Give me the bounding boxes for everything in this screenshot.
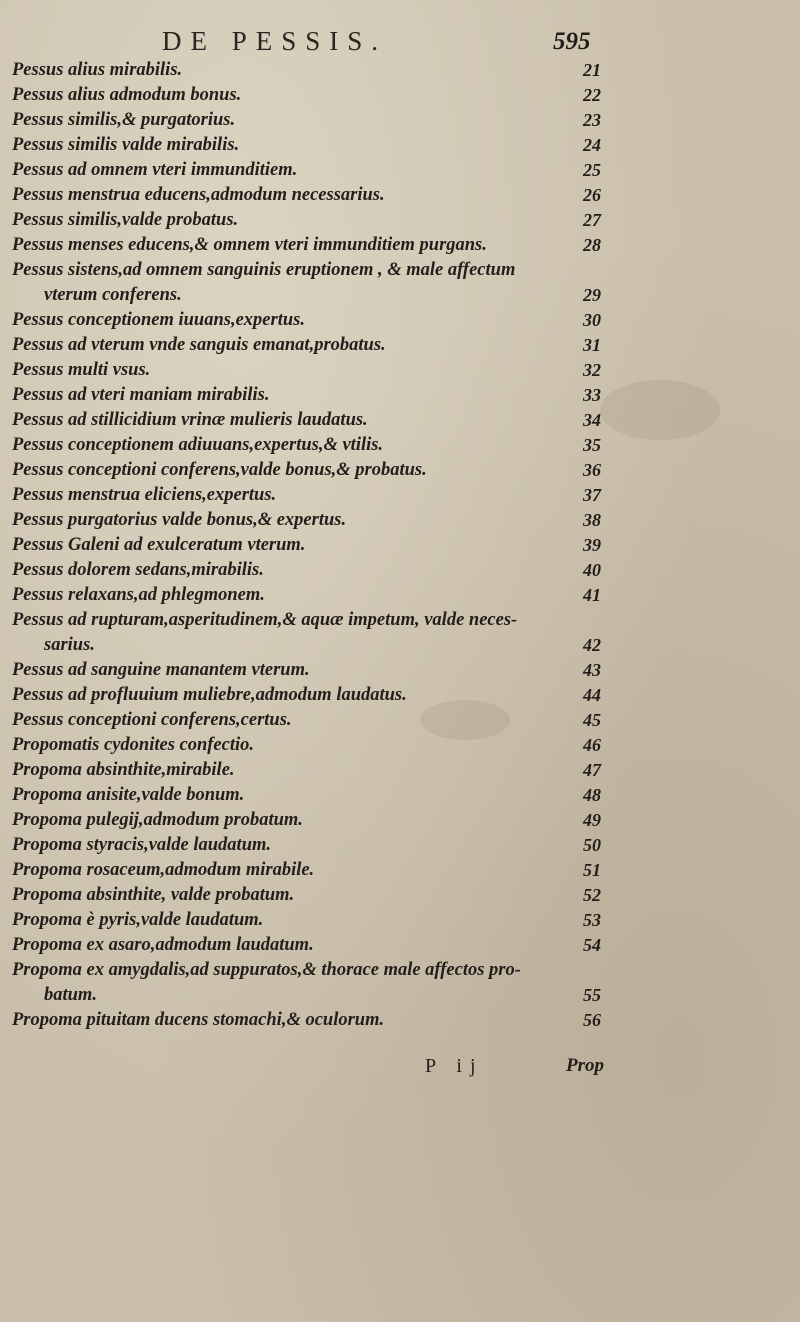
index-entry	[0, 458, 800, 483]
index-entry	[0, 758, 800, 783]
entry-number: 36	[583, 460, 601, 480]
entry-text: Pessus relaxans,ad phlegmonem.	[12, 585, 265, 605]
entry-text: Pessus multi vsus.	[12, 360, 151, 380]
index-entry	[0, 408, 800, 433]
entry-text: Pessus ad stillicidium vrinæ mulieris laudatus.	[12, 410, 368, 430]
index-entry	[0, 383, 800, 408]
index-entry	[0, 783, 800, 808]
entry-number: 28	[583, 235, 601, 255]
entry-text: Pessus similis,valde probatus.	[12, 210, 239, 230]
entry-text: Pessus ad omnem vteri immunditiem.	[12, 160, 298, 180]
index-entry	[0, 258, 800, 308]
entry-number: 51	[583, 860, 601, 880]
entry-text: Pessus ad sanguine manantem vterum.	[12, 660, 310, 680]
entry-number: 44	[583, 685, 601, 705]
entry-text: Pessus conceptionem iuuans,expertus.	[12, 310, 305, 330]
index-entry	[0, 833, 800, 858]
entry-number: 45	[583, 710, 601, 730]
entry-number: 24	[583, 135, 601, 155]
index-entry	[0, 183, 800, 208]
entry-number: 26	[583, 185, 601, 205]
entry-text: Pessus menstrua eliciens,expertus.	[12, 485, 277, 505]
entry-number: 40	[583, 560, 601, 580]
entry-number: 48	[583, 785, 601, 805]
entry-text: Propoma styracis,valde laudatum.	[12, 835, 271, 855]
entry-text: Pessus alius mirabilis.	[12, 60, 183, 80]
index-entry	[0, 908, 800, 933]
entry-number: 50	[583, 835, 601, 855]
entry-text: Pessus conceptioni conferens,valde bonus,& probatus.	[12, 460, 427, 480]
entry-number: 49	[583, 810, 601, 830]
index-entry	[0, 83, 800, 108]
index-entry	[0, 883, 800, 908]
entry-number: 39	[583, 535, 601, 555]
index-entry	[0, 558, 800, 583]
index-entry	[0, 933, 800, 958]
entry-text: Pessus menstrua educens,admodum necessarius.	[12, 185, 385, 205]
entry-number: 32	[583, 360, 601, 380]
entry-text-continuation: sarius.	[44, 635, 95, 655]
index-entry	[0, 583, 800, 608]
entry-text: Pessus purgatorius valde bonus,& expertus.	[12, 510, 347, 530]
index-entry	[0, 358, 800, 383]
entry-text: Pessus similis valde mirabilis.	[12, 135, 240, 155]
entry-text: Propoma pulegij,admodum probatum.	[12, 810, 303, 830]
entry-number: 37	[583, 485, 601, 505]
entry-text: Propoma è pyris,valde laudatum.	[12, 910, 264, 930]
index-entry	[0, 58, 800, 83]
entry-number: 42	[583, 635, 601, 655]
entry-number: 41	[583, 585, 601, 605]
page-footer	[0, 1055, 800, 1085]
entry-number: 35	[583, 435, 601, 455]
entry-number: 34	[583, 410, 601, 430]
entry-text: Pessus sistens,ad omnem sanguinis eruptionem , & male affectum	[12, 260, 516, 280]
index-entry	[0, 708, 800, 733]
entry-number: 55	[583, 985, 601, 1005]
index-entry	[0, 208, 800, 233]
index-entry	[0, 158, 800, 183]
index-entry	[0, 133, 800, 158]
entry-number: 22	[583, 85, 601, 105]
index-entry	[0, 1008, 800, 1033]
entry-text: Propomatis cydonites confectio.	[12, 735, 255, 755]
index-entry	[0, 858, 800, 883]
entry-number: 47	[583, 760, 601, 780]
running-title: DE PESSIS.	[162, 26, 388, 56]
entry-text: Pessus alius admodum bonus.	[12, 85, 242, 105]
entry-number: 52	[583, 885, 601, 905]
entry-number: 29	[583, 285, 601, 305]
entry-text: Pessus ad profluuium muliebre,admodum laudatus.	[12, 685, 407, 705]
entry-text: Pessus dolorem sedans,mirabilis.	[12, 560, 264, 580]
index-entry	[0, 658, 800, 683]
index-entry	[0, 608, 800, 658]
signature-mark: P ij	[425, 1055, 484, 1077]
index-entry	[0, 483, 800, 508]
entry-text: Pessus ad vteri maniam mirabilis.	[12, 385, 270, 405]
entry-number: 56	[583, 1010, 601, 1030]
index-entry	[0, 308, 800, 333]
entry-number: 53	[583, 910, 601, 930]
index-entry	[0, 333, 800, 358]
index-entry	[0, 958, 800, 1008]
entry-text-continuation: batum.	[44, 985, 97, 1005]
entry-number: 33	[583, 385, 601, 405]
entry-number: 46	[583, 735, 601, 755]
index-entry	[0, 533, 800, 558]
entry-number: 23	[583, 110, 601, 130]
entry-number: 21	[583, 60, 601, 80]
entry-number: 38	[583, 510, 601, 530]
index-entry	[0, 508, 800, 533]
entry-text: Propoma anisite,valde bonum.	[12, 785, 245, 805]
index-entry	[0, 433, 800, 458]
index-entry	[0, 108, 800, 133]
entry-number: 43	[583, 660, 601, 680]
page-number: 595	[553, 28, 591, 55]
entry-text: Pessus conceptioni conferens,certus.	[12, 710, 292, 730]
entry-text: Propoma absinthite,mirabile.	[12, 760, 235, 780]
entry-text: Pessus ad rupturam,asperitudinem,& aquæ impetum, valde neces-	[12, 610, 518, 630]
index-list	[0, 58, 800, 1033]
entry-number: 27	[583, 210, 601, 230]
entry-text: Propoma absinthite, valde probatum.	[12, 885, 295, 905]
entry-number: 25	[583, 160, 601, 180]
entry-text: Propoma pituitam ducens stomachi,& oculorum.	[12, 1010, 385, 1030]
entry-text: Pessus conceptionem adiuuans,expertus,& vtilis.	[12, 435, 384, 455]
entry-number: 31	[583, 335, 601, 355]
catchword: Prop	[566, 1055, 604, 1076]
index-entry	[0, 683, 800, 708]
entry-text: Propoma ex asaro,admodum laudatum.	[12, 935, 314, 955]
entry-text-continuation: vterum conferens.	[44, 285, 182, 305]
index-entry	[0, 808, 800, 833]
index-entry	[0, 233, 800, 258]
entry-text: Pessus ad vterum vnde sanguis emanat,probatus.	[12, 335, 386, 355]
entry-text: Pessus Galeni ad exulceratum vterum.	[12, 535, 306, 555]
entry-text: Pessus similis,& purgatorius.	[12, 110, 236, 130]
entry-number: 54	[583, 935, 601, 955]
page-header	[0, 22, 800, 62]
index-entry	[0, 733, 800, 758]
entry-number: 30	[583, 310, 601, 330]
entry-text: Pessus menses educens,& omnem vteri immunditiem purgans.	[12, 235, 487, 255]
entry-text: Propoma ex amygdalis,ad suppuratos,& thorace male affectos pro-	[12, 960, 521, 980]
entry-text: Propoma rosaceum,admodum mirabile.	[12, 860, 315, 880]
